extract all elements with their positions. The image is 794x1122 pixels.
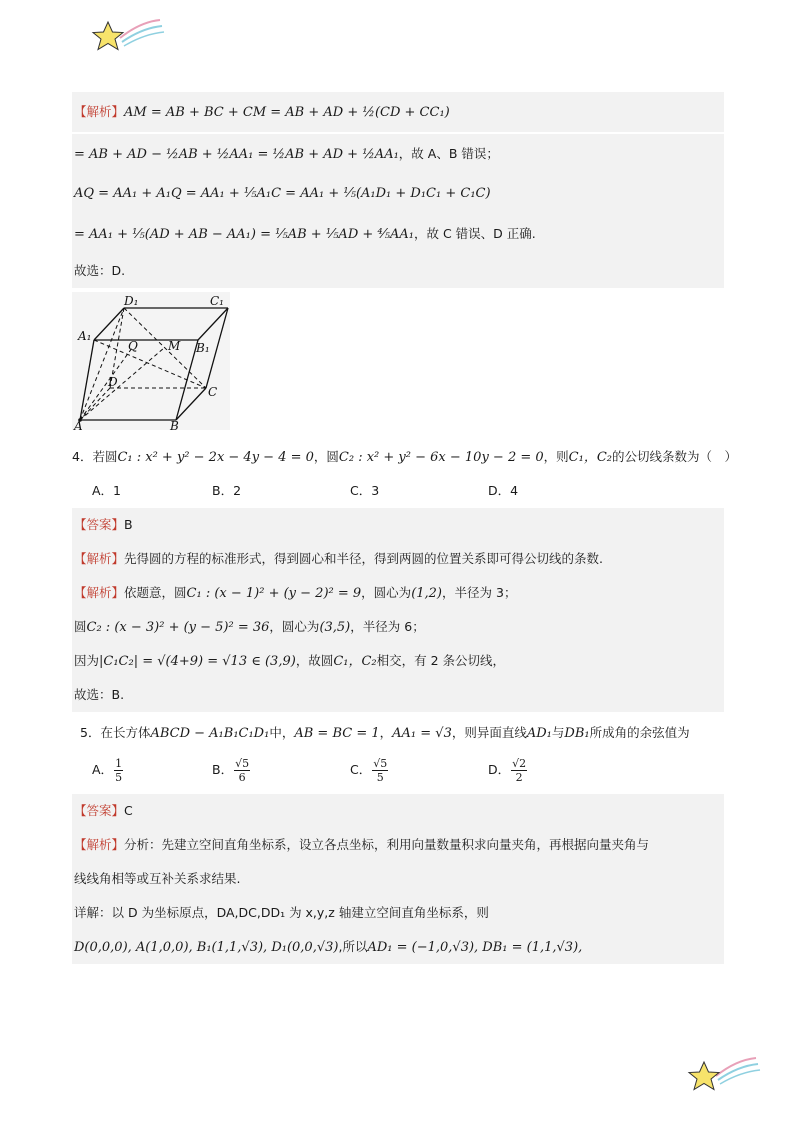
q4-c1c2: C₁，C₂ bbox=[568, 450, 612, 465]
star-decoration-bottom-icon bbox=[686, 1054, 762, 1098]
q5-option-b-den: 6 bbox=[238, 771, 246, 784]
q5-text-c: ， bbox=[379, 725, 393, 740]
q4-solution-line-3 bbox=[72, 644, 724, 678]
vector-equation-aq: AQ = AA₁ + A₁Q = AA₁ + ⅕A₁C = AA₁ + ⅕(A₁D₁ + D₁C₁ + C₁C) bbox=[74, 186, 491, 201]
solution-line-2 bbox=[72, 134, 724, 174]
q4-sol1-eq: C₁ : (x − 1)² + (y − 2)² = 9 bbox=[186, 586, 362, 601]
q4-analysis-line bbox=[72, 542, 724, 576]
q4-option-b[interactable]: B．2 bbox=[212, 483, 242, 498]
label-b: B bbox=[170, 419, 179, 430]
conclusion-ab: ，故 A、B 错误； bbox=[398, 146, 499, 161]
parallelepiped-figure bbox=[72, 292, 230, 430]
q4-solution-line-4 bbox=[72, 678, 724, 712]
q4-answer-line bbox=[72, 508, 724, 542]
q5-option-a-den: 5 bbox=[115, 771, 123, 784]
q4-answer: B bbox=[124, 517, 133, 532]
solution-line-5 bbox=[72, 254, 724, 288]
q4-sol3-eq: |C₁C₂| = √(4+9) = √13 ∈ (3,9) bbox=[99, 654, 296, 669]
q4-final-choice: 故选：B. bbox=[74, 687, 125, 702]
q5-answer-line bbox=[72, 794, 724, 828]
final-choice: 故选：D. bbox=[74, 263, 126, 278]
q4-sol3-c: C₁，C₂ bbox=[333, 654, 377, 669]
q5-coords-mid: ,所以 bbox=[338, 939, 368, 954]
q5-text-f: 所成角的余弦值为 bbox=[589, 725, 690, 740]
q4-option-d[interactable]: D．4 bbox=[488, 483, 519, 498]
q4-sol2-a: 圆 bbox=[74, 619, 87, 634]
q5-box: ABCD − A₁B₁C₁D₁ bbox=[150, 726, 270, 741]
label-d1: D₁ bbox=[124, 294, 139, 308]
analysis-tag: 【解析】 bbox=[74, 837, 125, 852]
q5-option-d[interactable] bbox=[488, 750, 528, 790]
solution-line-1 bbox=[72, 92, 724, 132]
q4-sol1-b: ，圆心为 bbox=[361, 585, 412, 600]
q5-option-c-num: √5 bbox=[373, 757, 388, 770]
question-4-options bbox=[72, 474, 724, 508]
answer-tag: 【答案】 bbox=[74, 517, 125, 532]
q5-vectors: AD₁ = (−1,0,√3), DB₁ = (1,1,√3), bbox=[367, 940, 583, 955]
question-5-options bbox=[72, 750, 724, 790]
q5-detail: 详解：以 D 为坐标原点，DA,DC,DD₁ 为 x,y,z 轴建立空间直角坐标系，则 bbox=[74, 905, 489, 920]
q5-option-a-num: 1 bbox=[115, 757, 123, 770]
q4-solution-line-1 bbox=[72, 576, 724, 610]
q5-aa1: AA₁ = √3 bbox=[392, 726, 452, 741]
q5-ad1: AD₁ bbox=[526, 726, 552, 741]
q4-circle-c1: C₁ : x² + y² − 2x − 4y − 4 = 0 bbox=[117, 450, 314, 465]
q4-sol3-a: 因为 bbox=[74, 653, 100, 668]
q4-sol2-b: ，圆心为 bbox=[269, 619, 320, 634]
analysis-tag: 【解析】 bbox=[74, 104, 125, 119]
q5-option-b[interactable] bbox=[212, 750, 251, 790]
q5-option-b-num: √5 bbox=[235, 757, 250, 770]
label-b1: B₁ bbox=[196, 341, 210, 355]
vector-equation-2: = AB + AD − ½AB + ½AA₁ = ½AB + AD + ½AA₁ bbox=[74, 147, 399, 162]
q5-analysis-line-1 bbox=[72, 828, 724, 862]
label-q: Q bbox=[128, 339, 138, 353]
q5-option-c-den: 5 bbox=[376, 771, 384, 784]
q5-text-d: ，则异面直线 bbox=[451, 725, 527, 740]
q4-analysis: 先得圆的方程的标准形式，得到圆心和半径，得到两圆的位置关系即可得公切线的条数. bbox=[124, 551, 603, 566]
vector-equation-4: = AA₁ + ⅕(AD + AB − AA₁) = ⅕AB + ⅕AD + ⅘AA₁ bbox=[74, 227, 414, 242]
label-d: D bbox=[108, 375, 118, 389]
q5-option-d-num: √2 bbox=[512, 757, 527, 770]
q4-solution-line-2 bbox=[72, 610, 724, 644]
q4-text-a: 4．若圆 bbox=[72, 449, 118, 464]
q5-text-b: 中， bbox=[269, 725, 295, 740]
q4-text-b: ，圆 bbox=[313, 449, 339, 464]
question-4-stem bbox=[72, 440, 737, 474]
q4-option-a[interactable]: A．1 bbox=[92, 483, 122, 498]
label-a: A bbox=[74, 419, 83, 430]
previous-solution-block bbox=[72, 92, 724, 132]
q4-text-c: ，则 bbox=[543, 449, 569, 464]
q4-sol1-a: 依题意，圆 bbox=[124, 585, 187, 600]
q4-sol3-d: 相交，有 2 条公切线， bbox=[376, 653, 506, 668]
conclusion-cd: ，故 C 错误、D 正确. bbox=[413, 226, 536, 241]
label-c: C bbox=[208, 385, 218, 399]
q5-analysis-1: 分析：先建立空间直角坐标系，设立各点坐标，利用向量数量积求向量夹角，再根据向量夹角与 bbox=[124, 837, 650, 852]
analysis-tag: 【解析】 bbox=[74, 551, 125, 566]
q5-text-e: 与 bbox=[551, 725, 565, 740]
q4-text-e: 的公切线条数为（ ） bbox=[611, 449, 737, 464]
vector-equation-am: AM = AB + BC + CM = AB + AD + ½(CD + CC₁) bbox=[124, 105, 450, 120]
q4-sol2-eq: C₂ : (x − 3)² + (y − 5)² = 36 bbox=[86, 620, 270, 635]
previous-solution-block-2 bbox=[72, 134, 724, 288]
q4-sol2-center: (3,5) bbox=[319, 620, 351, 635]
q4-sol3-b: ，故圆 bbox=[295, 653, 334, 668]
q5-option-c-letter: C． bbox=[350, 762, 372, 777]
label-c1: C₁ bbox=[210, 294, 224, 308]
q4-sol1-center: (1,2) bbox=[411, 586, 443, 601]
q5-analysis-line-2 bbox=[72, 862, 724, 896]
q4-option-c[interactable]: C．3 bbox=[350, 483, 380, 498]
q5-option-b-letter: B． bbox=[212, 762, 234, 777]
q5-ab-bc: AB = BC = 1 bbox=[294, 726, 380, 741]
q5-analysis-2: 线线角相等或互补关系求结果. bbox=[74, 871, 241, 886]
q4-sol1-radius: ，半径为 3； bbox=[442, 585, 517, 600]
q5-option-d-den: 2 bbox=[515, 771, 523, 784]
question-4-solution bbox=[72, 508, 724, 712]
analysis-tag: 【解析】 bbox=[74, 585, 125, 600]
answer-tag: 【答案】 bbox=[74, 803, 125, 818]
solution-line-4 bbox=[72, 214, 724, 254]
star-decoration-top-icon bbox=[90, 16, 166, 60]
q4-circle-c2: C₂ : x² + y² − 6x − 10y − 2 = 0 bbox=[338, 450, 544, 465]
label-m: M bbox=[168, 339, 181, 353]
question-5-stem bbox=[72, 716, 724, 750]
q5-db1: DB₁ bbox=[564, 726, 590, 741]
q5-option-a-letter: A． bbox=[92, 762, 114, 777]
q5-text-a: 5．在长方体 bbox=[80, 725, 151, 740]
solution-line-3 bbox=[72, 174, 724, 214]
page-content bbox=[72, 92, 737, 964]
q5-option-d-letter: D． bbox=[488, 762, 511, 777]
q4-sol2-radius: ，半径为 6； bbox=[350, 619, 425, 634]
q5-coords-line bbox=[72, 930, 724, 964]
q5-detail-line bbox=[72, 896, 724, 930]
question-5-solution bbox=[72, 794, 724, 964]
q5-answer: C bbox=[124, 803, 133, 818]
q5-coords: D(0,0,0), A(1,0,0), B₁(1,1,√3), D₁(0,0,√3) bbox=[74, 940, 339, 955]
q5-option-c[interactable] bbox=[350, 750, 389, 790]
q5-option-a[interactable] bbox=[92, 750, 124, 790]
label-a1: A₁ bbox=[78, 329, 92, 343]
